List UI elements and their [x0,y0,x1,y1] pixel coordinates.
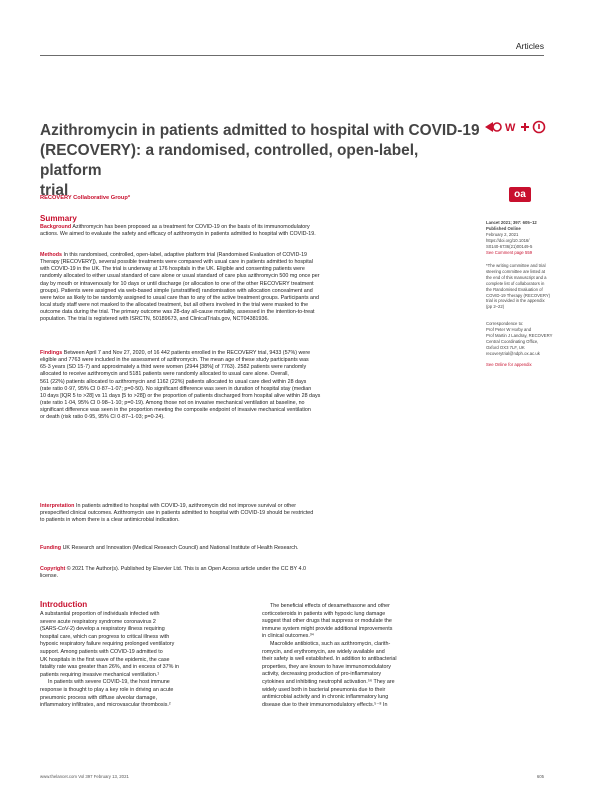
supplement-icon[interactable] [504,120,518,134]
sidebar-correspondence [486,321,561,356]
text-line: The beneficial effects of dexamethasone and other [270,603,390,609]
funding-label: Funding [40,545,62,551]
page-number: 605 [536,774,544,779]
text-line: *The writing committee and trial [486,263,546,268]
background-label: Background [40,224,72,230]
text-line: A substantial proportion of individuals infected with [40,611,160,617]
text-line: pneumonic process with diffuse alveolar damage, [40,694,157,701]
doi-link[interactable]: https://doi.org/10.1016/ [486,237,530,243]
findings-paragraph [40,350,480,422]
text-line: Prof Peter W Horby and [486,326,532,332]
open-access-badge: oa [509,187,531,202]
sidebar-appendix [486,362,561,368]
funding-paragraph [40,545,480,552]
text-line: support. Among patients with COVID-19 admitted to [40,648,163,655]
text-line: significant difference was seen in the proportion meeting the composite endpoint of invasive mechanical ventilation [40,407,311,414]
text-line: Central Coordinating Office, [486,338,539,344]
summary-heading: Summary [40,214,77,223]
text-line: patients requiring invasive mechanical ventilation.¹ [40,671,160,678]
text-line: immune system might provide additional improvements [262,625,393,632]
text-line: the Randomised Evaluation of [486,286,543,292]
text-line: complete list of collaborators in [486,280,545,286]
text-line: local study staff were not masked to the allocated treatment, but all others involved in the trial were masked to the [40,302,309,309]
text-line: randomly allocated to either usual standard of care alone or usual standard of care plus azithromycin 500 mg once per [40,273,320,280]
text-line: 10 days [IQR 5 to >28] vs 11 days [5 to >28]) or the proportion of patients discharged from hospital alive within 28 days [40,392,321,399]
text-line: activity, decreasing production of pro-inflammatory [262,671,381,678]
background-paragraph [40,224,480,238]
text-line: hospital care, which can progress to critical illness with [40,633,170,640]
introduction-heading: Introduction [40,600,88,609]
article-icons [484,120,546,134]
text-line: prespecified clinical outcomes. Azithromycin use in patients admitted to hospital with COVID-19 should be restricted [40,510,314,517]
text-line: cytokines and inhibiting neutrophil activation.⁵⁶ They are [262,678,395,685]
methods-label: Methods [40,252,62,258]
text-line: inflammatory infiltrates, and microvascular thrombosis.² [40,702,171,709]
text-line: disease due to their immunomodulatory effects.⁵⁻⁸ In [262,701,388,708]
text-line: suggest that other drugs that suppress or modulate the [262,618,392,625]
text-line: to patients in whom there is a clear antimicrobial indication. [40,517,180,524]
text-line: romycin, and erythromycin, are widely available and [262,648,385,655]
text-line: COVID-19 Therapy (RECOVERY) [486,292,551,298]
interpretation-label: Interpretation [40,503,75,509]
text-line: with COVID-19 in the UK. The trial is underway at 176 hospitals in the UK. Eligible and consenting patients were [40,266,305,273]
introduction-column-2 [262,603,480,709]
copyright-paragraph [40,566,480,580]
text-line: or death (risk ratio 0·95, 95% CI 0·87–1·03; p=0·24). [40,414,165,421]
text-line: corticosteroids in patients with hypoxic lung damage [262,610,386,617]
text-line: properties, they are known to have immunomodulatory [262,663,391,670]
text-line: Between April 7 and Nov 27, 2020, of 16 442 patients enrolled in the RECOVERY trial, 9433 (57%) were [63,350,311,356]
interpretation-paragraph [40,503,480,524]
title-line: Azithromycin in patients admitted to hospital with COVID-19 [40,122,480,139]
text-line: day by mouth or intravenously for 10 days or until discharge (or allocation to one of the other RECOVERY treatment [40,280,314,287]
text-line: 561 (22%) patients allocated to azithromycin and 1162 (22%) patients allocated to usual care died within 28 days [40,378,307,385]
text-line: 65·3 years (SD 15·7) and approximately a third were women (2944 [38%] of 7763). 2582 patients were randomly [40,364,307,371]
text-line: Azithromycin has been proposed as a treatment for COVID-19 on the basis of its immunomodulatory [72,224,310,230]
text-line: Macrolide antibiotics, such as azithromycin, clarith- [270,640,391,647]
section-label: Articles [515,41,544,51]
see-comment-link[interactable]: See Comment page 559 [486,249,533,255]
title-line: (RECOVERY): a randomised, controlled, open-label, platform [40,142,419,179]
sidebar-published [486,220,561,255]
published-date: February 2, 2021 [486,231,519,237]
plus-icon[interactable] [520,120,530,134]
text-line: fatality rate was greater than 26%, and in excess of 37% in [40,664,180,671]
text-line: eligible and 7763 were included in the assessment of azithromycin. The mean age of these study participants was [40,357,309,364]
text-line: trial is provided in the appendix [486,298,545,304]
text-line: UK hospitals in the first wave of the epidemic, the case [40,656,170,663]
methods-paragraph [40,252,480,324]
text-line: UK Research and Innovation (Medical Research Council) and National Institute of Health Research. [62,545,299,551]
svg-text:W: W [505,122,516,134]
correspondence-label: Correspondence to: [486,321,524,326]
authors: RECOVERY Collaborative Group* [40,195,131,201]
text-line: (rate ratio 0·97, 95% CI 0·87–1·07; p=0·50). No significant difference was seen in duration of hospital stay (median [40,385,312,392]
text-line: response is thought to play a key role in driving an acute [40,686,174,693]
text-line: in clinical outcomes.³⁴ [262,633,314,640]
text-line: outcome data during the trial. The primary outcome was 28-day all-cause mortality, assessed in the intention-to-treat [40,309,315,316]
citation: Lancet 2021; 397: 605–12 [486,220,537,225]
text-line: In this randomised, controlled, open-label, adaptive platform trial (Randomised Evaluation of COVID-19 [63,252,308,258]
footer-journal: www.thelancet.com Vol 397 February 13, 2021 [40,774,129,779]
introduction-column-1 [40,611,253,710]
sidebar-note [486,263,561,310]
findings-label: Findings [40,350,63,356]
text-line: groups). Patients were assigned via web-based simple (unstratified) randomisation with allocation concealment and [40,287,313,294]
text-line: allocated to receive azithromycin and 5181 patients were randomly allocated to usual care alone. Overall, [40,371,289,378]
text-line: severe acute respiratory syndrome coronavirus 2 [40,618,156,625]
text-line: Therapy [RECOVERY]), several possible treatments were compared with usual care in patients admitted to hospital [40,259,313,266]
text-line: widely used both in bacterial pneumonia due to their [262,686,386,693]
doi-link[interactable]: S0140-6736(21)00149-5 [486,243,533,249]
article-title [40,121,480,201]
text-line: population. The trial is registered with ISRCTN, 50189673, and ClinicalTrials.gov, NCT04381936. [40,316,269,323]
text-line: In patients admitted to hospital with COVID-19, azithromycin did not improve survival or other [75,503,297,509]
text-line: © 2021 The Author(s). Published by Elsevier Ltd. This is an Open Access article under the CC BY 4.0 [66,566,306,572]
crossmark-icon[interactable] [484,120,502,134]
text-line: were twice as likely to be randomly assigned to usual care than to any of the active treatment groups. Participants and [40,294,319,301]
comment-icon[interactable] [532,120,546,134]
published-online-label: Published Online [486,225,521,231]
copyright-label: Copyright [40,566,66,572]
text-line: Prof Martin J Landray, RECOVERY [486,332,553,338]
text-line: license. [40,573,59,580]
text-line: actions. We aimed to evaluate the safety and efficacy of azithromycin in patients admitted to hospital with COVID-19. [40,231,316,238]
text-line: In patients with severe COVID-19, the host immune [48,679,170,686]
text-line: (pp 2–22) [486,304,505,310]
email-link[interactable]: recoverytrial@ndph.ox.ac.uk [486,350,540,356]
header-rule [40,55,544,56]
text-line: (SARS-CoV-2) develop a respiratory illness requiring [40,626,165,633]
text-line: (rate ratio 1·04, 95% CI 0·98–1·10; p=0·19). Among those not on invasive mechanical ventilation at baseline, no [40,400,305,407]
appendix-link[interactable]: See Online for appendix [486,362,532,367]
text-line: antimicrobial activity and in chronic inflammatory lung [262,694,389,701]
title-line: trial [40,182,69,199]
text-line: the end of this manuscript and a [486,274,547,280]
text-line: Oxford OX3 7LF, UK [486,344,525,350]
text-line: hypoxic respiratory failure requiring prolonged ventilatory [40,641,175,648]
text-line: steering committee are listed at [486,268,546,274]
text-line: their safety is well established. In addition to antibacterial [262,656,397,663]
